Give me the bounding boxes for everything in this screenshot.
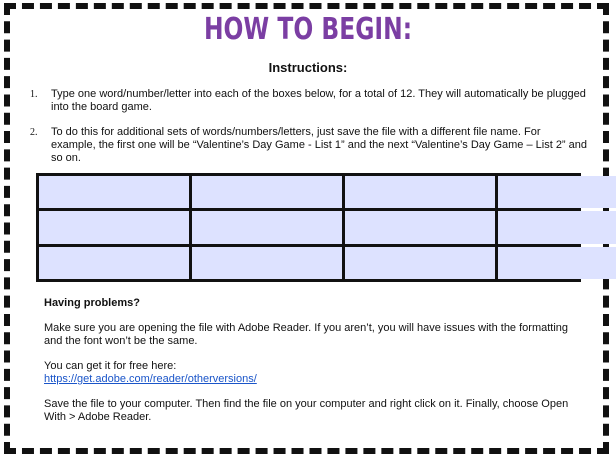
step-number: 2. bbox=[30, 127, 38, 138]
word-input-2[interactable] bbox=[192, 176, 342, 208]
step-text: To do this for additional sets of words/numbers/letters, just save the file with a different file name. For example, the first one will be “Valentine’s Day Game - List 1” and the next “Valentine’s Day Game – List 2” and so on. bbox=[51, 126, 588, 164]
word-input-11[interactable] bbox=[345, 247, 495, 279]
word-entry-grid bbox=[36, 173, 581, 282]
instruction-step bbox=[30, 88, 588, 114]
help-download-intro: You can get it for free here: bbox=[44, 360, 177, 372]
word-input-12[interactable] bbox=[498, 247, 616, 279]
help-heading: Having problems? bbox=[44, 297, 140, 309]
adobe-reader-link[interactable]: https://get.adobe.com/reader/otherversions/ bbox=[44, 373, 257, 385]
word-input-7[interactable] bbox=[345, 211, 495, 243]
instructions-heading: Instructions: bbox=[268, 60, 348, 75]
help-section bbox=[44, 297, 584, 436]
page-title: HOW TO BEGIN: bbox=[203, 12, 413, 47]
instruction-step bbox=[30, 126, 588, 165]
help-download-block bbox=[44, 360, 584, 386]
word-input-4[interactable] bbox=[498, 176, 616, 208]
help-paragraph: Make sure you are opening the file with Adobe Reader. If you aren’t, you will have issues with the formatting and the font won’t be the same. bbox=[44, 322, 569, 347]
step-number: 1. bbox=[30, 89, 38, 100]
instruction-list bbox=[30, 88, 588, 177]
step-text: Type one word/number/letter into each of the boxes below, for a total of 12. They will automatically be plugged into the board game. bbox=[51, 88, 586, 113]
word-input-8[interactable] bbox=[498, 211, 616, 243]
word-input-6[interactable] bbox=[192, 211, 342, 243]
word-input-9[interactable] bbox=[39, 247, 189, 279]
word-input-5[interactable] bbox=[39, 211, 189, 243]
word-input-3[interactable] bbox=[345, 176, 495, 208]
word-input-10[interactable] bbox=[192, 247, 342, 279]
help-paragraph: Save the file to your computer. Then find the file on your computer and right click on it. Finally, choose Open With > Adobe Reader. bbox=[44, 398, 569, 423]
word-input-1[interactable] bbox=[39, 176, 189, 208]
